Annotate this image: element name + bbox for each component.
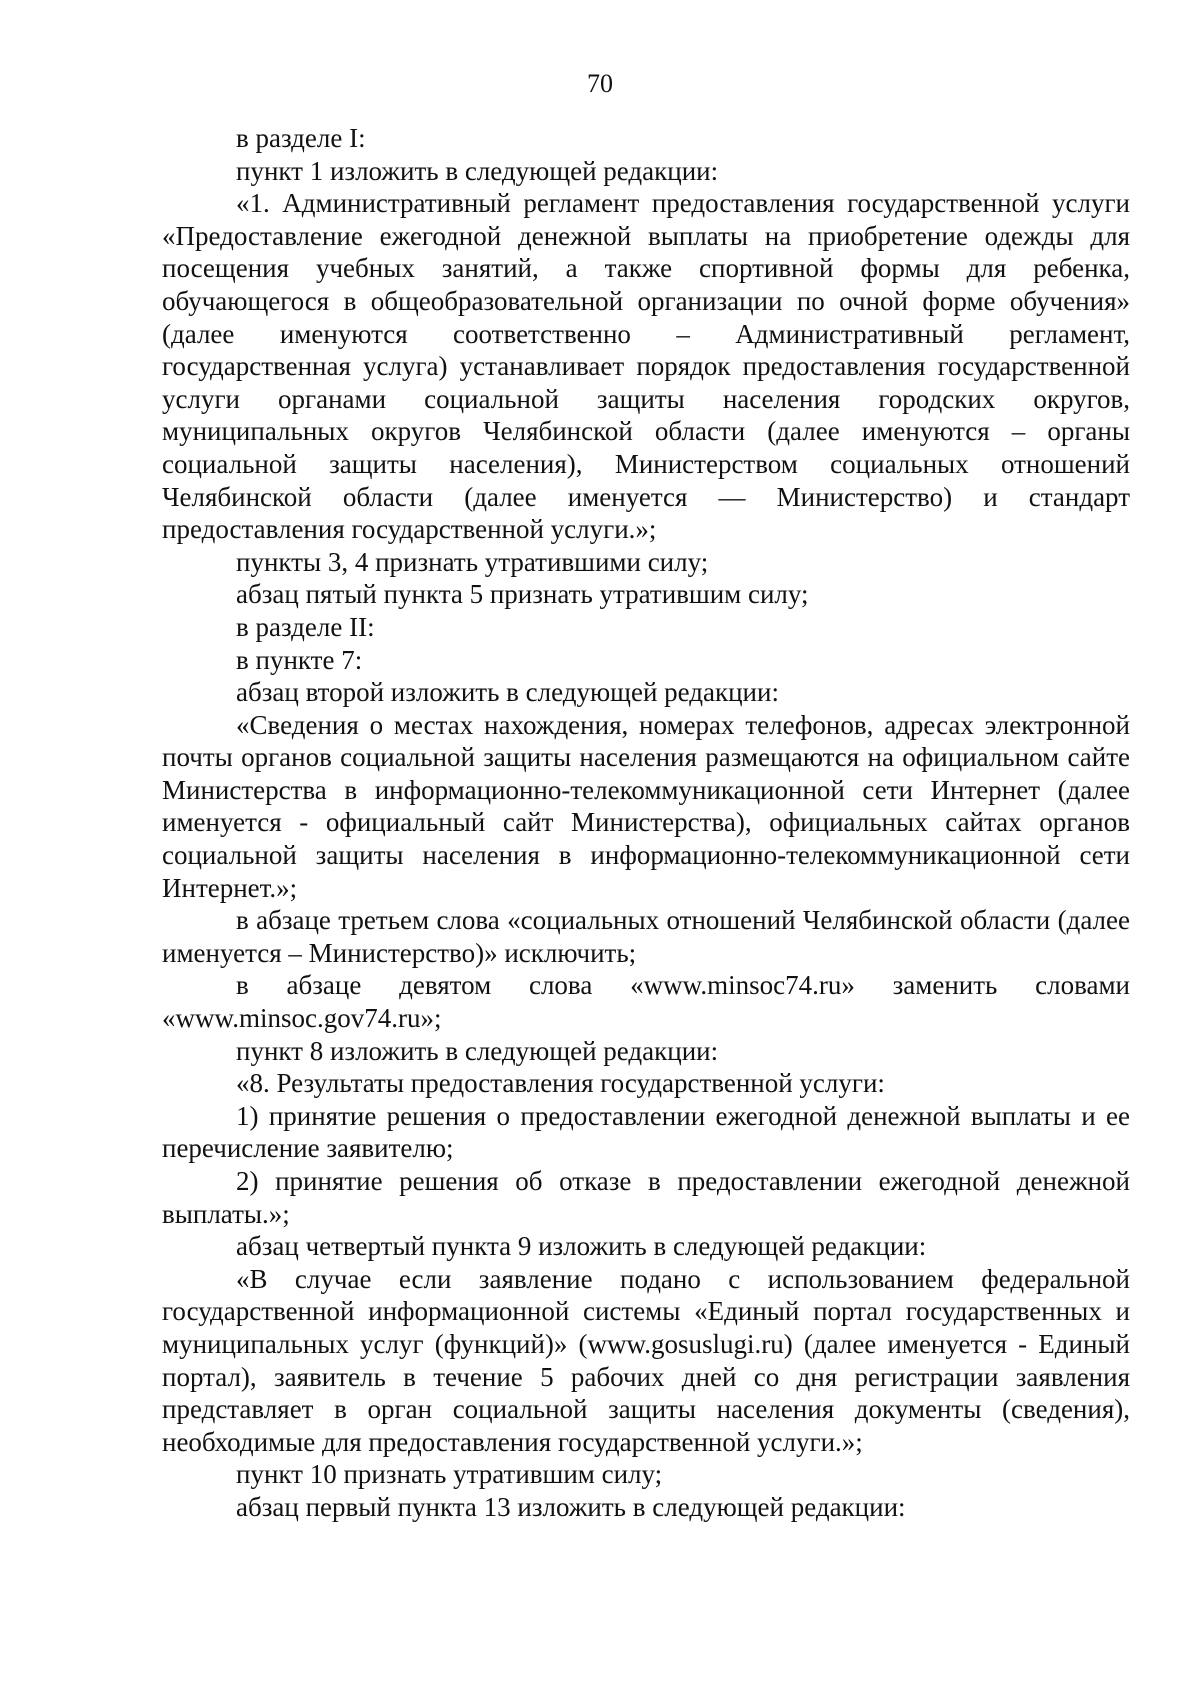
paragraph: «1. Административный регламент предоставления государственной услуги «Предоставление ежегодной денежной выплаты на приобретение одежды для посещения учебных занятий, а также спортивной формы для ребенка, обучающегося в общеобразовательной организации по очной форме обучения» (далее именуются соответственно – Административный регламент, государственная услуга) устанавливает порядок предоставления государственной услуги органами социальной защиты населения городских округов, муниципальных округов Челябинской области (далее именуются – органы социальной защиты населения), Министерством социальных отношений Челябинской области (далее именуется — Министерство) и стандарт предоставления государственной услуги.»; (162, 188, 1130, 545)
paragraph: «В случае если заявление подано с использованием федеральной государственной информационной системы «Единый портал государственных и муниципальных услуг (функций)» (www.gosuslugi.ru) (далее именуется - Единый портал), заявитель в течение 5 рабочих дней со дня регистрации заявления представляет в орган социальной защиты населения документы (сведения), необходимые для предоставления государственной услуги.»; (162, 1263, 1130, 1457)
paragraph: «Сведения о местах нахождения, номерах телефонов, адресах электронной почты органов социальной защиты населения размещаются на официальном сайте Министерства в информационно-телекоммуникационной сети Интернет (далее именуется - официальный сайт Министерства), официальных сайтах органов социальной защиты населения в информационно-телекоммуникационной сети Интернет.»; (162, 709, 1130, 903)
paragraph: «8. Результаты предоставления государственной услуги: (236, 1068, 885, 1099)
paragraph: пункты 3, 4 признать утратившими силу; (236, 546, 709, 577)
page-number: 70 (587, 69, 613, 98)
paragraph: в пункте 7: (236, 644, 363, 675)
document-body (162, 122, 1130, 1524)
paragraph: абзац второй изложить в следующей редакции: (236, 677, 779, 708)
paragraph: пункт 1 изложить в следующей редакции: (236, 155, 719, 186)
paragraph: в разделе II: (236, 611, 375, 642)
paragraph: абзац четвертый пункта 9 изложить в следующей редакции: (236, 1231, 927, 1262)
paragraph: пункт 10 признать утратившим силу; (236, 1459, 663, 1490)
paragraph: в абзаце девятом слова «www.minsoc74.ru» заменить словами «www.minsoc.gov74.ru»; (162, 970, 1130, 1034)
paragraph: 1) принятие решения о предоставлении ежегодной денежной выплаты и ее перечисление заявителю; (162, 1100, 1130, 1164)
paragraph: абзац пятый пункта 5 признать утратившим силу; (236, 579, 809, 610)
paragraph: в абзаце третьем слова «социальных отношений Челябинской области (далее именуется – Министерство)» исключить; (162, 905, 1130, 968)
paragraph: 2) принятие решения об отказе в предоставлении ежегодной денежной выплаты.»; (162, 1166, 1130, 1229)
paragraph: абзац первый пункта 13 изложить в следующей редакции: (236, 1491, 906, 1522)
paragraph: в разделе I: (236, 123, 366, 153)
paragraph: пункт 8 изложить в следующей редакции: (236, 1035, 719, 1066)
